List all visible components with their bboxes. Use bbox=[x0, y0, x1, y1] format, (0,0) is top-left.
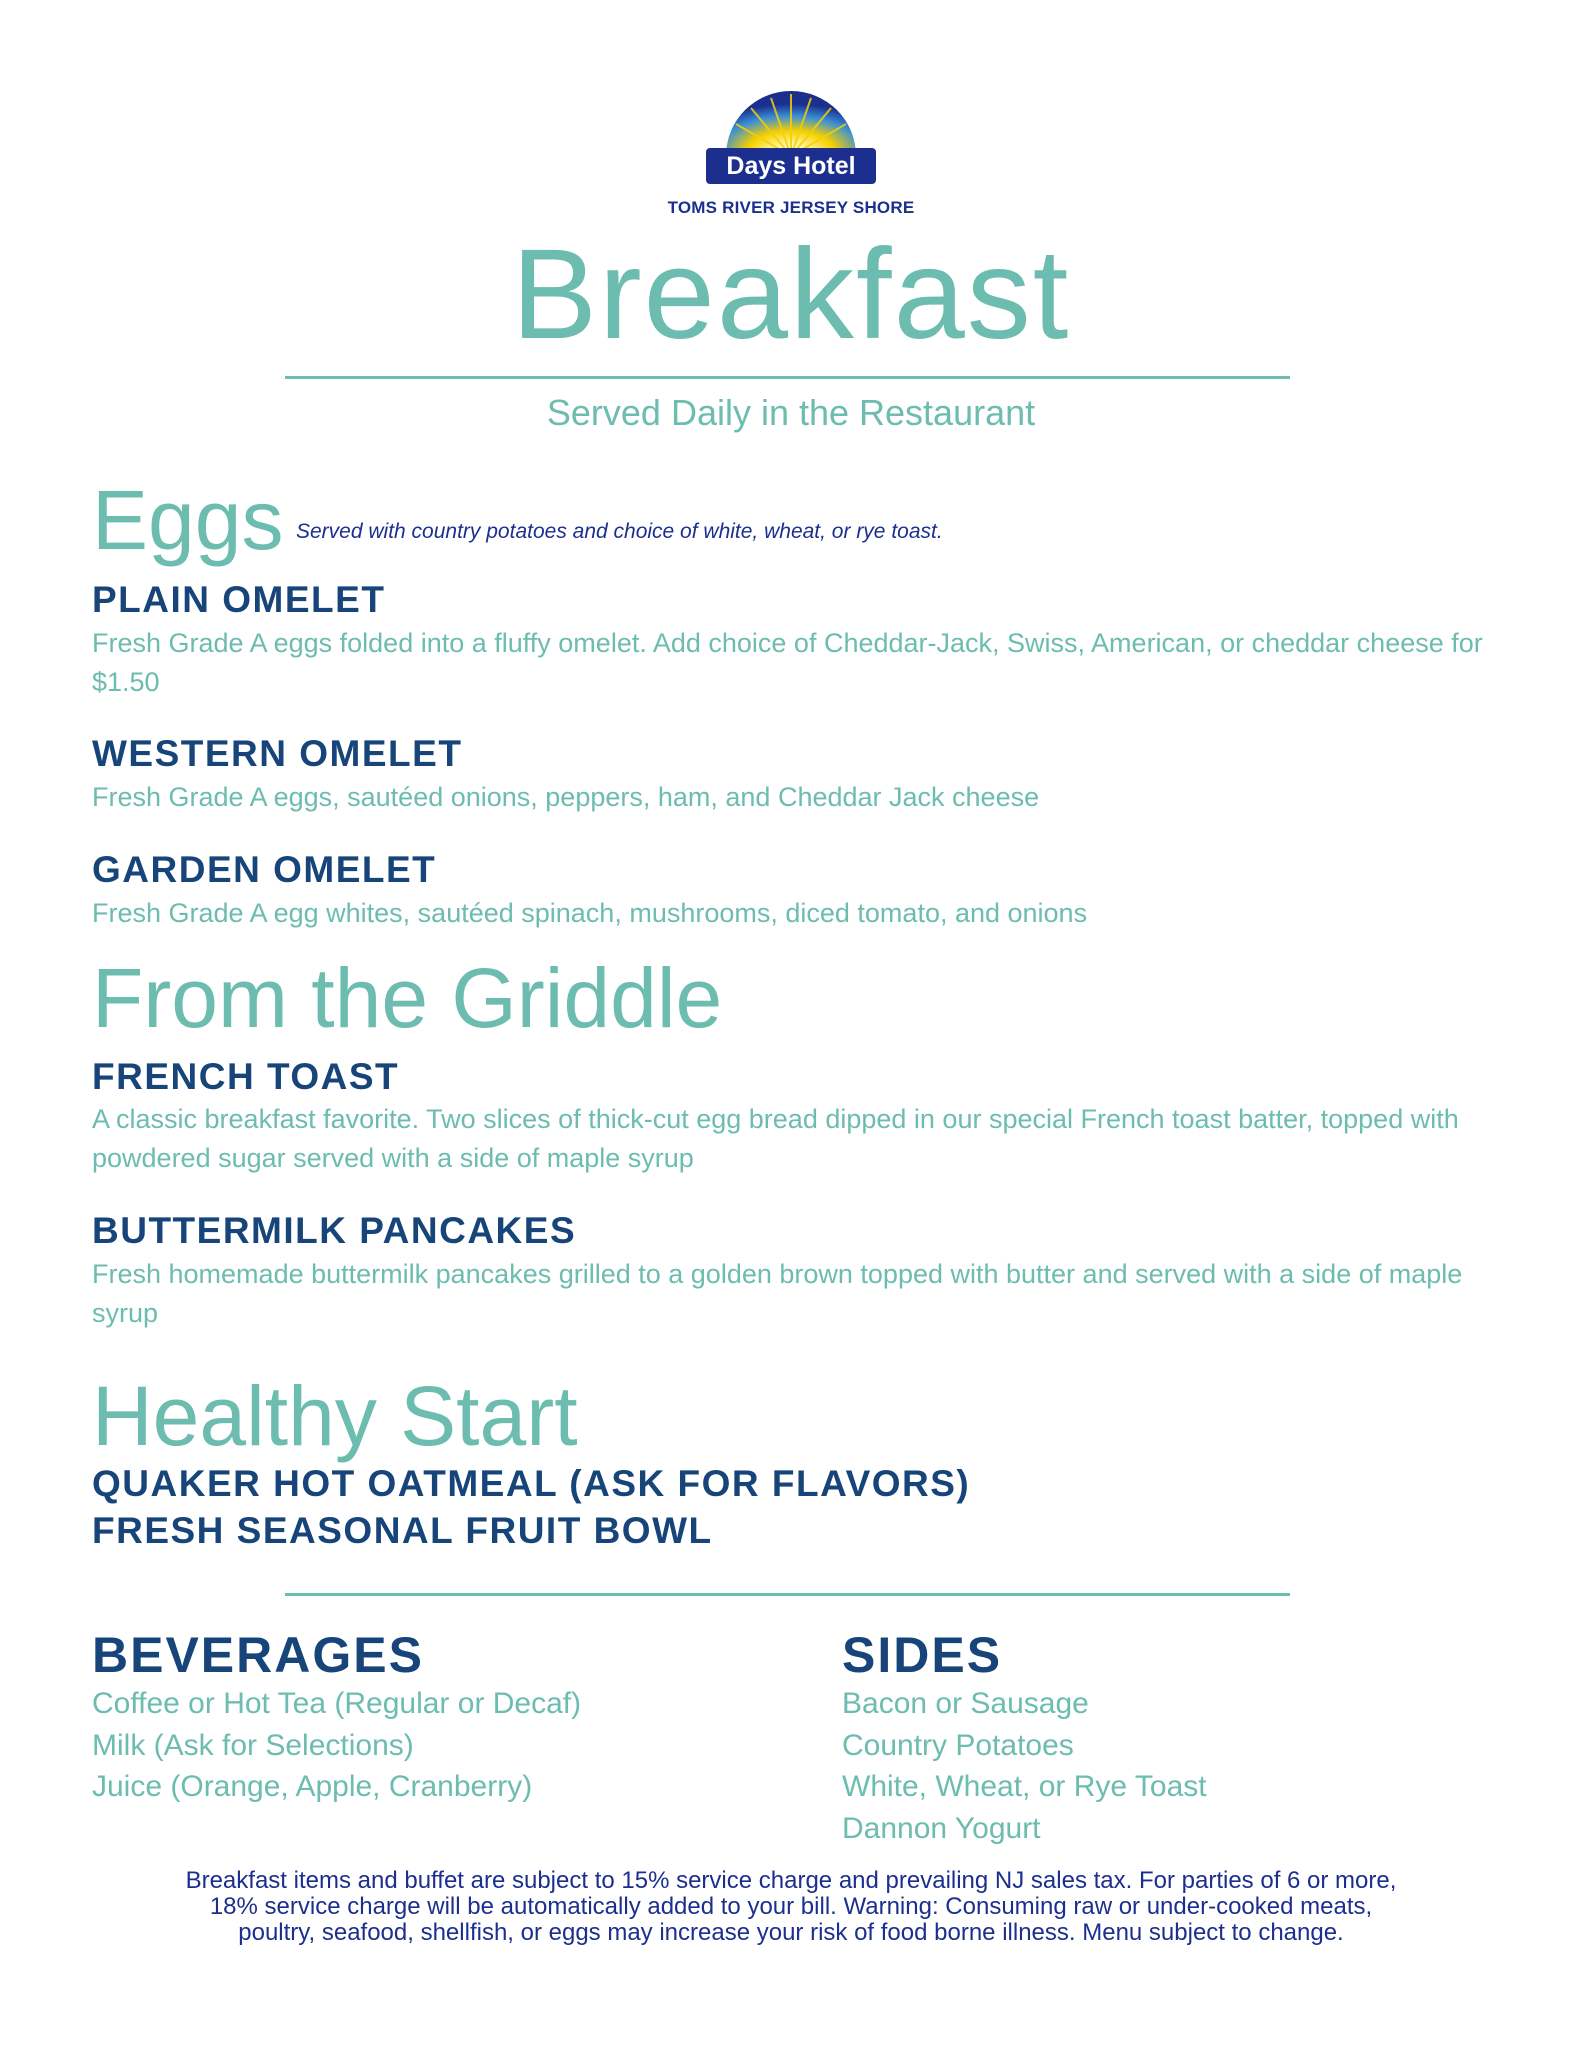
footer-line: 18% service charge will be automatically added to your bill. Warning: Consuming raw or under-cooked meats, bbox=[209, 1893, 1373, 1920]
logo-text: Days Hotel bbox=[726, 152, 856, 180]
list-item: White, Wheat, or Rye Toast bbox=[842, 1770, 1207, 1803]
list-item: Milk (Ask for Selections) bbox=[92, 1728, 414, 1762]
hotel-location: TOMS RIVER JERSEY SHORE bbox=[667, 198, 915, 217]
list-item: Country Potatoes bbox=[842, 1728, 1074, 1762]
list-item: Bacon or Sausage bbox=[842, 1687, 1089, 1720]
section-heading-healthy: Healthy Start bbox=[92, 1369, 578, 1463]
item-name: QUAKER HOT OATMEAL (ASK FOR FLAVORS) bbox=[92, 1463, 971, 1504]
footer-disclaimer bbox=[100, 1868, 1482, 1946]
list-item: Juice (Orange, Apple, Cranberry) bbox=[92, 1770, 533, 1803]
section-heading-griddle: From the Griddle bbox=[92, 951, 723, 1045]
divider-bottom bbox=[285, 1593, 1290, 1596]
item-description: Fresh Grade A eggs folded into a fluffy omelet. Add choice of Cheddar-Jack, Swiss, American, or cheddar cheese for $1.50 bbox=[92, 628, 1483, 697]
item-description: Fresh homemade buttermilk pancakes grilled to a golden brown topped with butter and served with a side of maple syrup bbox=[92, 1259, 1463, 1328]
footer-line: Breakfast items and buffet are subject to 15% service charge and prevailing NJ sales tax. For parties of 6 or more, bbox=[185, 1867, 1397, 1894]
item-name: FRENCH TOAST bbox=[92, 1056, 400, 1097]
sides-list bbox=[842, 1683, 1207, 1849]
item-name: FRESH SEASONAL FRUIT BOWL bbox=[92, 1510, 713, 1551]
beverages-list bbox=[92, 1683, 581, 1808]
menu-title: Breakfast bbox=[511, 223, 1071, 366]
item-description: Fresh Grade A eggs, sautéed onions, peppers, ham, and Cheddar Jack cheese bbox=[92, 782, 1040, 812]
footer-line: poultry, seafood, shellfish, or eggs may increase your risk of food borne illness. Menu subject to change. bbox=[238, 1919, 1344, 1946]
divider-top bbox=[285, 376, 1290, 379]
sides-heading: SIDES bbox=[842, 1627, 1003, 1683]
section-heading-eggs: Eggs bbox=[92, 473, 284, 567]
beverages-heading: BEVERAGES bbox=[92, 1627, 424, 1683]
sun-logo-icon bbox=[696, 86, 886, 196]
item-name: PLAIN OMELET bbox=[92, 579, 386, 620]
eggs-note: Served with country potatoes and choice of white, wheat, or rye toast. bbox=[296, 520, 943, 543]
item-description: A classic breakfast favorite. Two slices of thick-cut egg bread dipped in our special French toast batter, topped with powdered sugar served with a side of maple syrup bbox=[92, 1104, 1459, 1173]
menu-subtitle: Served Daily in the Restaurant bbox=[546, 392, 1036, 433]
item-name: WESTERN OMELET bbox=[92, 733, 463, 774]
list-item: Coffee or Hot Tea (Regular or Decaf) bbox=[92, 1687, 582, 1720]
hotel-logo bbox=[0, 86, 1582, 221]
list-item: Dannon Yogurt bbox=[842, 1811, 1041, 1845]
item-name: BUTTERMILK PANCAKES bbox=[92, 1210, 577, 1251]
item-description: Fresh Grade A egg whites, sautéed spinach, mushrooms, diced tomato, and onions bbox=[92, 898, 1088, 928]
item-name: GARDEN OMELET bbox=[92, 849, 437, 890]
